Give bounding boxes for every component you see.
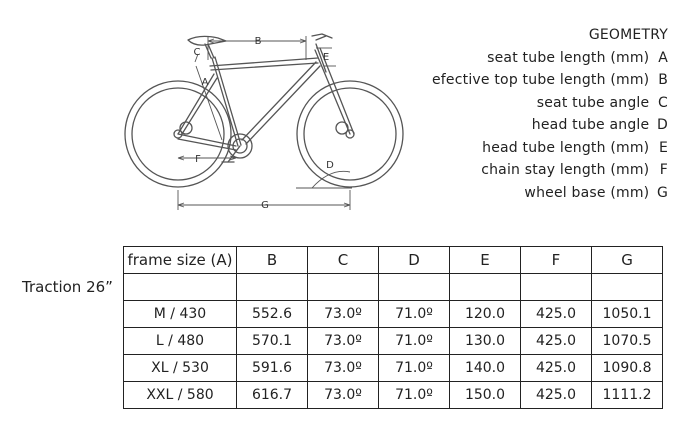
empty-cell: [308, 274, 379, 301]
legend-item: [432, 92, 668, 115]
table-row: [124, 355, 663, 382]
cell-frame-size: XL / 530: [124, 355, 237, 382]
handlebar: [312, 34, 332, 40]
legend-item: [432, 159, 668, 182]
header-C: C: [308, 247, 379, 274]
cell-frame-size: M / 430: [124, 301, 237, 328]
legend-item-label: chain stay length (mm): [481, 162, 650, 178]
legend-item-label: seat tube angle: [536, 94, 650, 111]
legend-item-label: seat tube length (mm): [487, 49, 650, 66]
legend-item-letter: B: [658, 72, 668, 88]
cell-B: 552.6: [237, 301, 308, 328]
cell-B: 570.1: [237, 328, 308, 355]
cell-D: 71.0º: [379, 328, 450, 355]
empty-cell: [237, 274, 308, 301]
cell-D: 71.0º: [379, 355, 450, 382]
diagram-label-A: A: [201, 77, 209, 88]
legend-item-letter: E: [658, 139, 668, 156]
empty-cell: [592, 274, 663, 301]
cell-G: 1050.1: [592, 301, 663, 328]
cell-G: 1111.2: [592, 382, 663, 409]
table-row: [124, 328, 663, 355]
diagram-label-B: B: [254, 36, 262, 47]
diagram-label-E: E: [322, 52, 330, 63]
empty-cell: [450, 274, 521, 301]
header-F: F: [521, 247, 592, 274]
legend-item: [432, 47, 668, 70]
legend-item-label: head tube length (mm): [482, 139, 650, 156]
cell-C: 73.0º: [308, 328, 379, 355]
dimension-F: [178, 156, 236, 160]
cell-C: 73.0º: [308, 301, 379, 328]
legend-item: [432, 182, 668, 205]
cell-D: 71.0º: [379, 382, 450, 409]
diagram-label-G: G: [261, 200, 269, 211]
cell-B: 591.6: [237, 355, 308, 382]
legend-item: [432, 114, 668, 137]
cell-F: 425.0: [521, 355, 592, 382]
diagram-label-D: D: [326, 160, 334, 171]
legend-item-label: efective top tube length (mm): [431, 72, 650, 88]
cell-F: 425.0: [521, 301, 592, 328]
model-name: Traction 26”: [22, 278, 113, 296]
geometry-table: [123, 246, 663, 409]
header-frame-size: frame size (A): [124, 247, 237, 274]
cell-G: 1090.8: [592, 355, 663, 382]
header-E: E: [450, 247, 521, 274]
legend-item-letter: C: [658, 94, 668, 111]
legend-item-letter: G: [656, 184, 668, 201]
cell-F: 425.0: [521, 382, 592, 409]
cell-D: 71.0º: [379, 301, 450, 328]
cell-E: 130.0: [450, 328, 521, 355]
cell-F: 425.0: [521, 328, 592, 355]
cell-C: 73.0º: [308, 355, 379, 382]
legend-item-letter: F: [659, 162, 668, 178]
legend-item-letter: D: [657, 117, 668, 133]
cell-frame-size: L / 480: [124, 328, 237, 355]
diagram-label-C: C: [193, 47, 201, 58]
empty-cell: [124, 274, 237, 301]
cell-frame-size: XXL / 580: [124, 382, 237, 409]
cell-E: 120.0: [450, 301, 521, 328]
geometry-legend: [432, 24, 668, 204]
empty-cell: [379, 274, 450, 301]
legend-item-label: head tube angle: [531, 117, 650, 133]
table-row: [124, 301, 663, 328]
legend-item: [432, 69, 668, 92]
empty-cell: [521, 274, 592, 301]
legend-item: [432, 137, 668, 160]
cell-E: 150.0: [450, 382, 521, 409]
header-D: D: [379, 247, 450, 274]
legend-item-letter: A: [658, 49, 668, 66]
front-brake-disc: [336, 122, 348, 134]
table-row: [124, 382, 663, 409]
cell-B: 616.7: [237, 382, 308, 409]
table-header-row: [124, 247, 663, 274]
table-spacer-row: [124, 274, 663, 301]
header-B: B: [237, 247, 308, 274]
legend-title: GEOMETRY: [588, 27, 668, 43]
diagram-label-F: F: [195, 154, 201, 165]
legend-item-label: wheel base (mm): [524, 184, 650, 201]
cell-C: 73.0º: [308, 382, 379, 409]
cell-G: 1070.5: [592, 328, 663, 355]
header-G: G: [592, 247, 663, 274]
cell-E: 140.0: [450, 355, 521, 382]
